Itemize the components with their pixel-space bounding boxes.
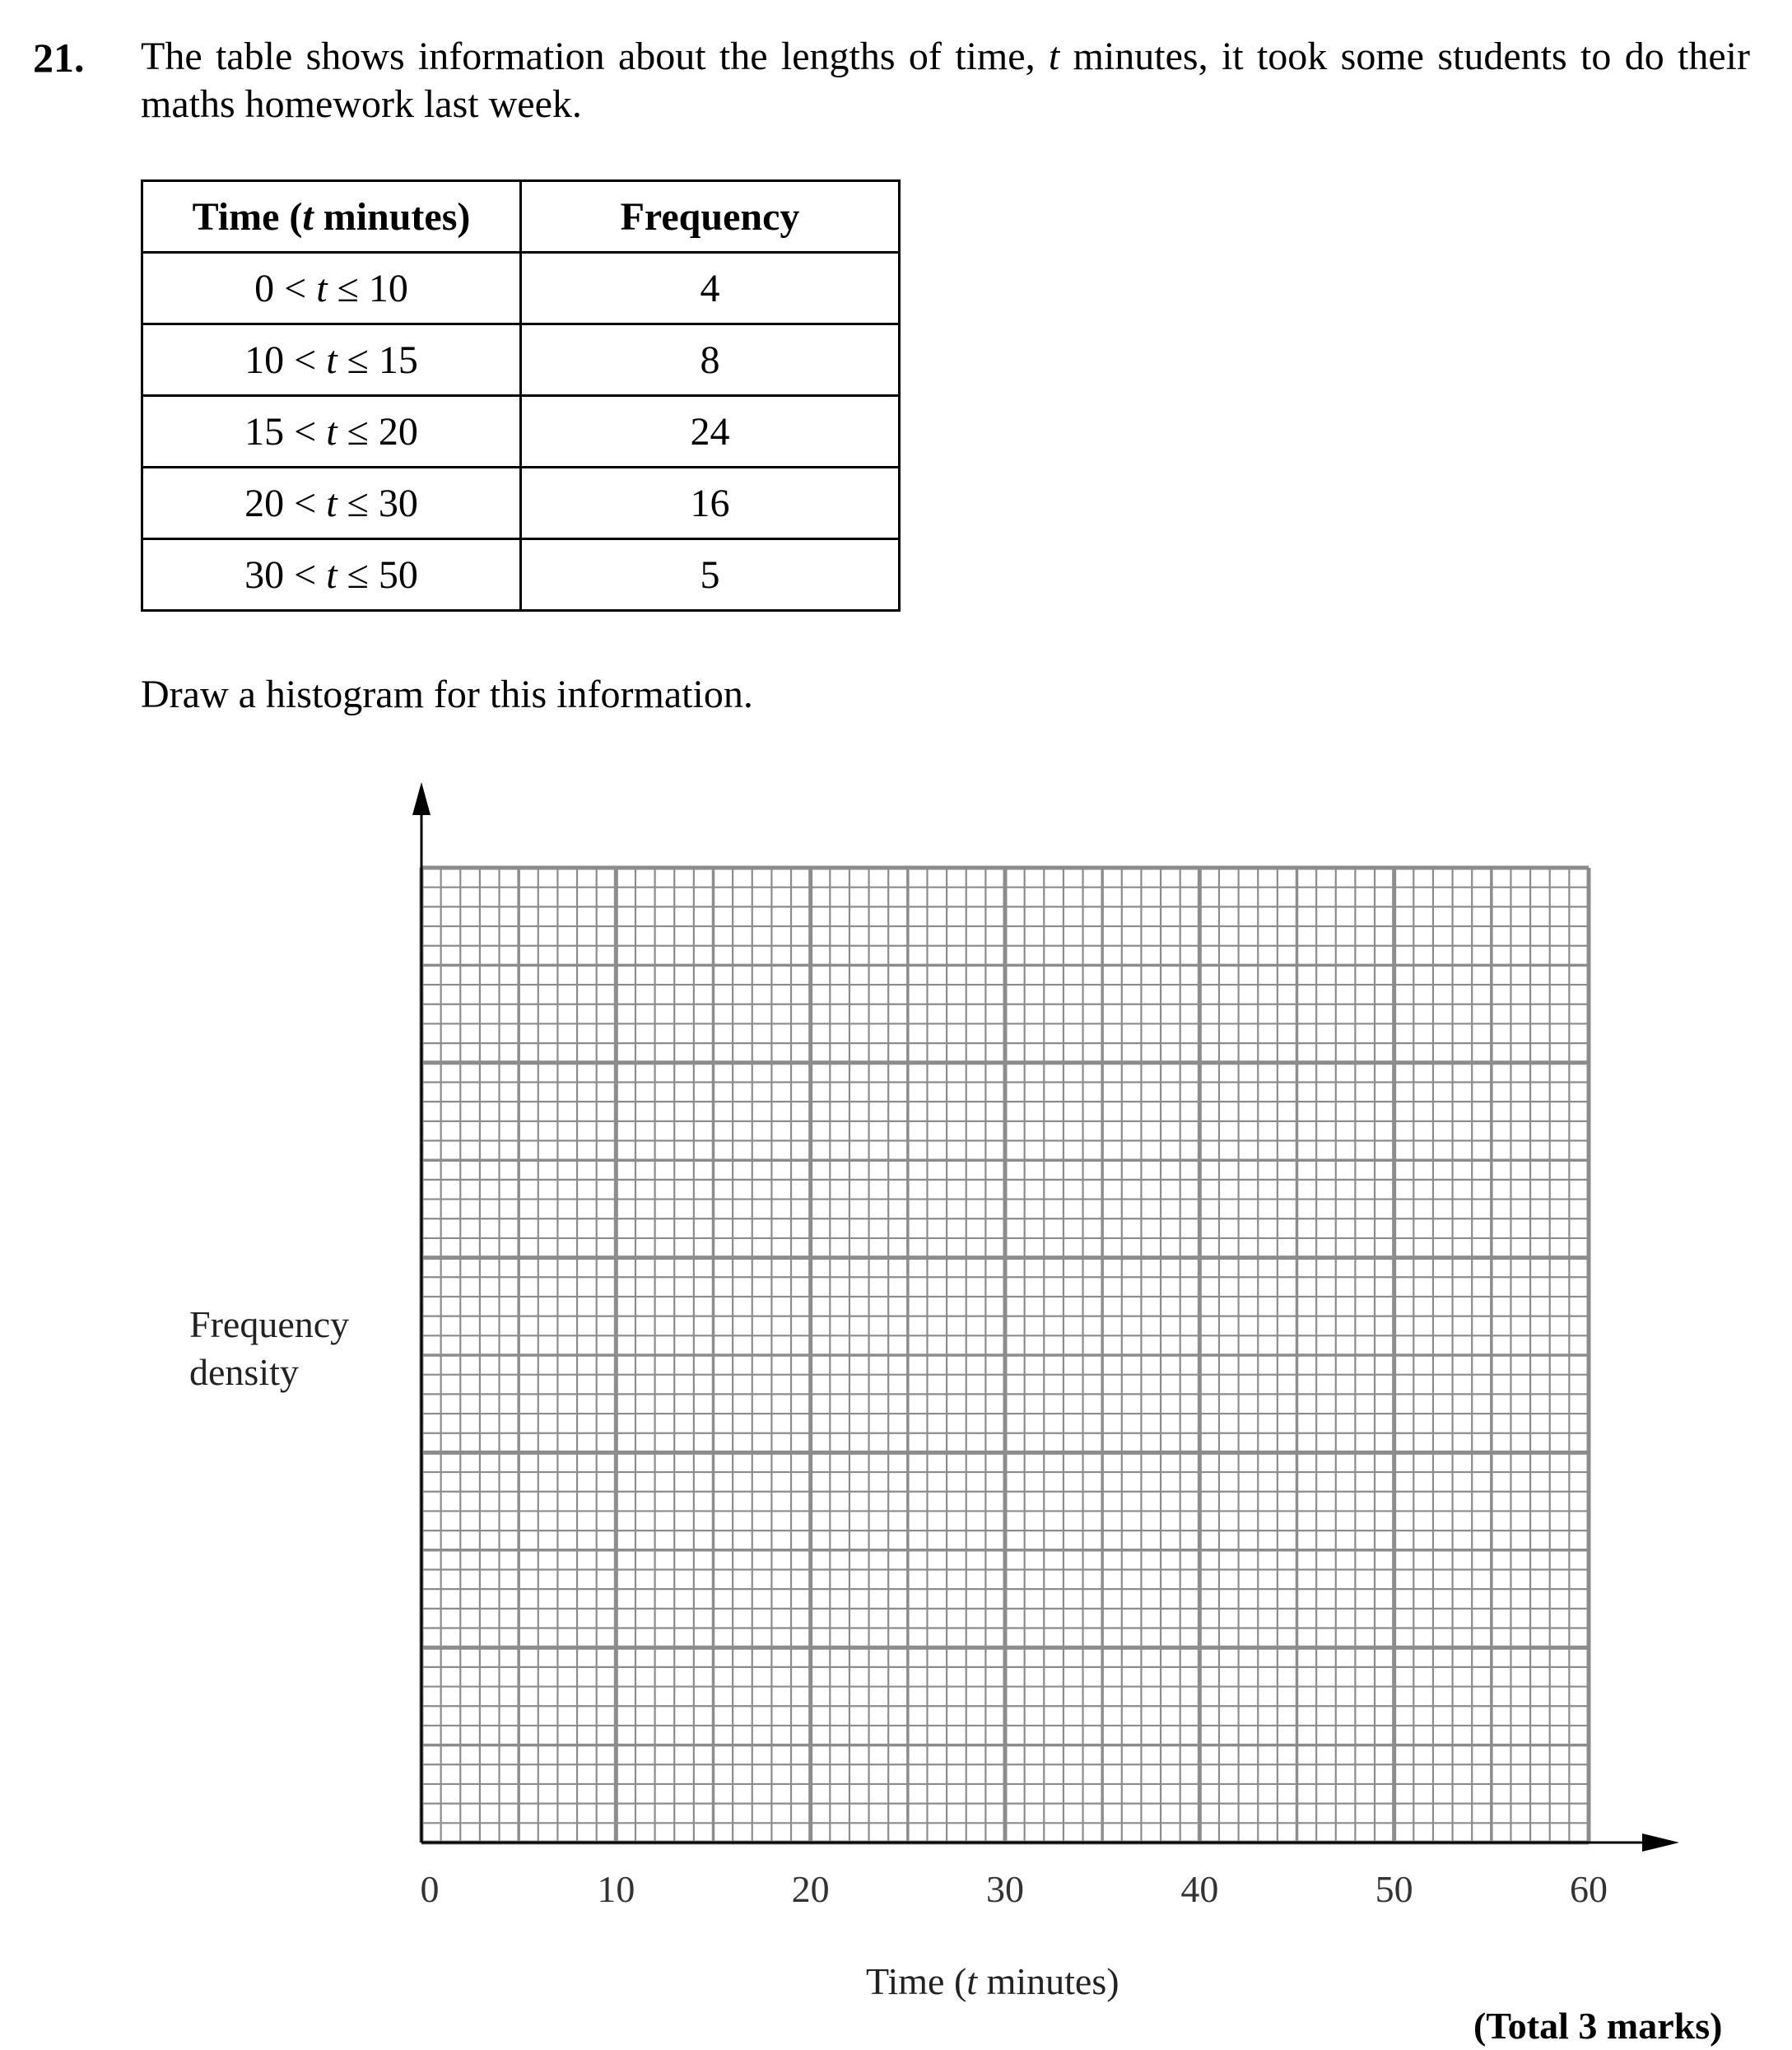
- question-text-part-1: The table shows information about the lengths of time,: [141, 35, 1049, 78]
- x-tick-label: 10: [597, 1868, 635, 1910]
- question-text-part-2: minutes, it took some students to do their maths homework last week.: [141, 35, 1751, 126]
- x-tick-label: 40: [1180, 1868, 1219, 1910]
- frequency-cell: 24: [521, 396, 900, 468]
- frequency-cell: 4: [521, 253, 900, 324]
- x-axis-label: Time (t minutes): [866, 1960, 1119, 2002]
- instruction-text: Draw a histogram for this information.: [141, 673, 753, 716]
- time-interval-cell: 10 < t ≤ 15: [142, 324, 521, 396]
- y-axis-label: [189, 1301, 349, 1396]
- x-tick-label: 20: [791, 1868, 830, 1910]
- variable-t: t: [1048, 35, 1060, 78]
- y-axis-label-line-2: density: [189, 1351, 299, 1393]
- x-tick-label: 30: [986, 1868, 1024, 1910]
- time-interval-cell: 20 < t ≤ 30: [142, 468, 521, 539]
- frequency-cell: 8: [521, 324, 900, 396]
- header-frequency: Frequency: [521, 181, 900, 253]
- y-axis-label-line-1: Frequency: [189, 1303, 350, 1345]
- time-interval-cell: 30 < t ≤ 50: [142, 539, 521, 611]
- x-tick-label: 0: [420, 1868, 440, 1910]
- frequency-cell: 16: [521, 468, 900, 539]
- time-interval-cell: 15 < t ≤ 20: [142, 396, 521, 468]
- y-axis-arrow-icon: [412, 782, 431, 815]
- x-tick-label: 60: [1570, 1868, 1608, 1910]
- frequency-cell: 5: [521, 539, 900, 611]
- time-interval-cell: 0 < t ≤ 10: [142, 253, 521, 324]
- x-axis-arrow-icon: [1642, 1833, 1679, 1852]
- x-tick-label: 50: [1375, 1868, 1413, 1910]
- header-time: Time (t minutes): [142, 181, 521, 253]
- question-number: 21.: [33, 35, 85, 81]
- total-marks: (Total 3 marks): [1473, 2005, 1723, 2047]
